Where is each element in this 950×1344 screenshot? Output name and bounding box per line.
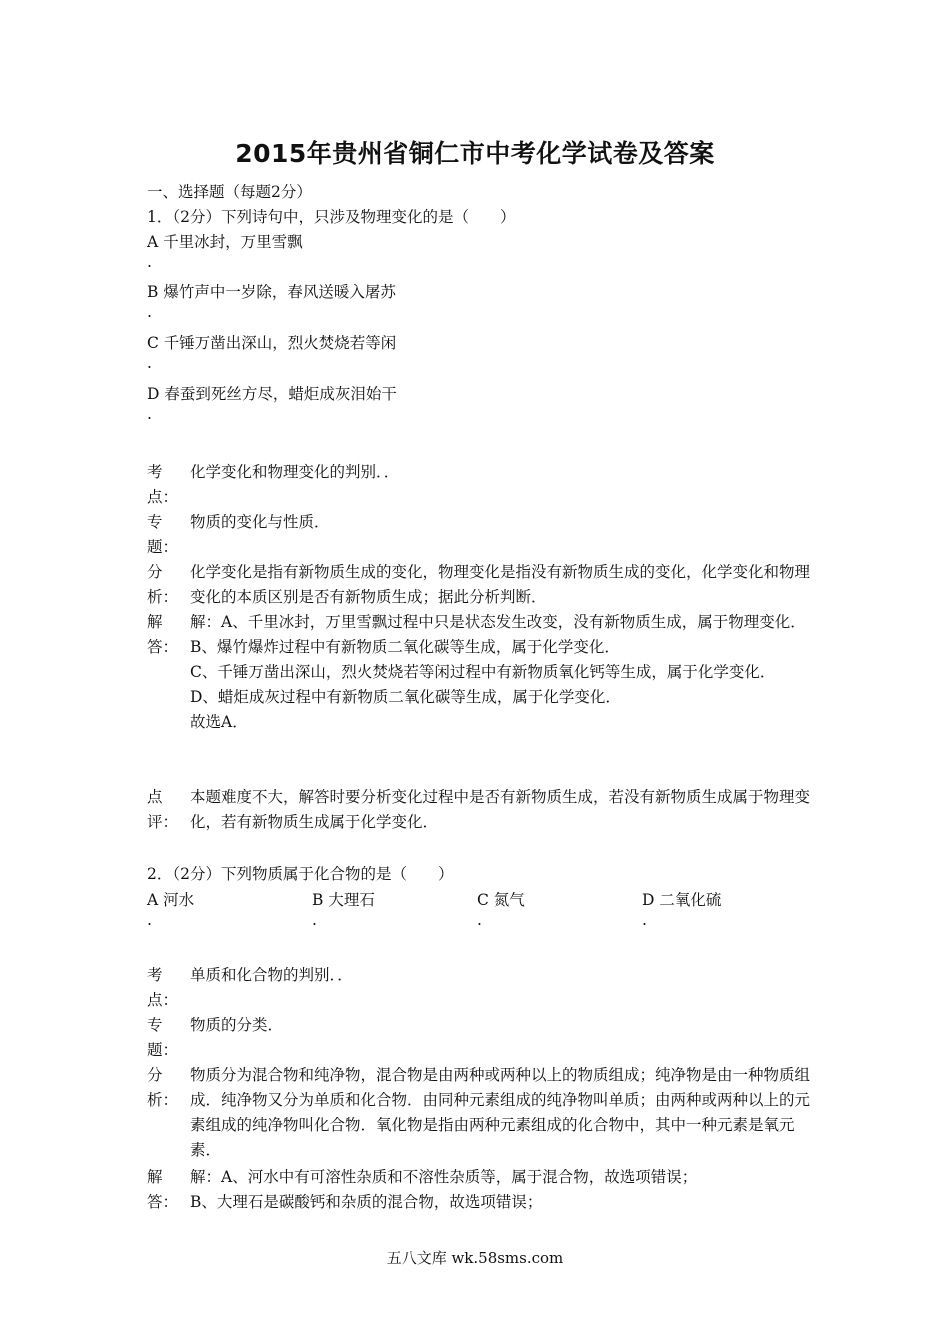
q2-jieda-line: B、大理石是碳酸钙和杂质的混合物，故选项错误； — [190, 1193, 543, 1211]
q1-jieda-line: D、蜡炬成灰过程中有新物质二氧化碳等生成，属于化学变化． — [190, 688, 621, 706]
q2-jieda — [190, 1165, 810, 1215]
page-footer-watermark: 五八文库 wk.58sms.com — [386, 1249, 564, 1267]
q1-jieda-line: B、爆竹爆炸过程中有新物质二氧化碳等生成，属于化学变化． — [190, 638, 620, 656]
question-2-stem: 2．（2分）下列物质属于化合物的是（ ） — [147, 865, 454, 883]
q1-option-d: D 春蚕到死丝方尽，蜡炬成灰泪始干 — [147, 385, 397, 403]
q1-option-a-dot: . — [147, 253, 152, 271]
q1-jieda-line: 故选A． — [190, 713, 248, 731]
q2-option-c-dot: . — [477, 911, 482, 929]
q1-jieda-line: C、千锤万凿出深山，烈火焚烧若等闲过程中有新物质氧化钙等生成，属于化学变化． — [190, 663, 776, 681]
q1-option-b-dot: . — [147, 303, 152, 321]
q2-jieda-label: 解答： — [147, 1168, 179, 1211]
q1-option-a: A 千里冰封，万里雪飘 — [147, 233, 303, 251]
q1-dianping: 本题难度不大，解答时要分析变化过程中是否有新物质生成，若没有新物质生成属于物理变化，若有新物质生成属于化学变化． — [190, 788, 811, 831]
q1-fenxi: 化学变化是指有新物质生成的变化，物理变化是指没有新物质生成的变化，化学变化和物理变化的本质区别是否有新物质生成；据此分析判断． — [190, 563, 811, 606]
q1-option-c-dot: . — [147, 354, 152, 372]
question-1-stem: 1．（2分）下列诗句中，只涉及物理变化的是（ ） — [147, 208, 516, 226]
q1-jieda — [190, 610, 810, 735]
q1-kaodian-label: 考点： — [147, 463, 179, 506]
q1-option-d-dot: . — [147, 405, 152, 423]
q1-zhuanti: 物质的变化与性质． — [190, 513, 330, 531]
q2-fenxi-label: 分析： — [147, 1066, 179, 1109]
q2-kaodian: 单质和化合物的判别．． — [190, 966, 353, 984]
page-title: 2015年贵州省铜仁市中考化学试卷及答案 — [235, 139, 715, 168]
q2-zhuanti: 物质的分类． — [190, 1016, 284, 1034]
q2-option-d: D 二氧化硫 — [642, 891, 722, 909]
q1-fenxi-label: 分析： — [147, 563, 179, 606]
q2-option-b-dot: . — [312, 911, 317, 929]
q2-zhuanti-label: 专题： — [147, 1016, 179, 1059]
q1-kaodian: 化学变化和物理变化的判别．． — [190, 463, 400, 481]
q2-option-c: C 氮气 — [477, 891, 525, 909]
q2-fenxi: 物质分为混合物和纯净物，混合物是由两种或两种以上的物质组成；纯净物是由一种物质组成．纯净物又分为单质和化合物．由同种元素组成的纯净物叫单质；由两种或两种以上的元素组成的纯净物叫化合物．氧化物是指由两种元素组成的化合物中，其中一种元素是氧元素． — [190, 1066, 811, 1159]
q2-kaodian-label: 考点： — [147, 966, 179, 1009]
q2-option-b: B 大理石 — [312, 891, 375, 909]
q2-option-a-dot: . — [147, 911, 152, 929]
q2-option-a: A 河水 — [147, 891, 195, 909]
q1-option-b: B 爆竹声中一岁除，春风送暖入屠苏 — [147, 283, 396, 301]
q2-option-d-dot: . — [642, 911, 647, 929]
q1-jieda-label: 解答： — [147, 613, 179, 656]
q1-jieda-line: 解：A、千里冰封，万里雪飘过程中只是状态发生改变，没有新物质生成，属于物理变化． — [190, 613, 806, 631]
q1-option-c: C 千锤万凿出深山，烈火焚烧若等闲 — [147, 334, 397, 352]
section-heading: 一、选择题（每题2分） — [147, 183, 312, 201]
q1-dianping-label: 点评： — [147, 788, 179, 831]
q1-zhuanti-label: 专题： — [147, 513, 179, 556]
q2-jieda-line: 解：A、河水中有可溶性杂质和不溶性杂质等，属于混合物，故选项错误； — [190, 1168, 698, 1186]
